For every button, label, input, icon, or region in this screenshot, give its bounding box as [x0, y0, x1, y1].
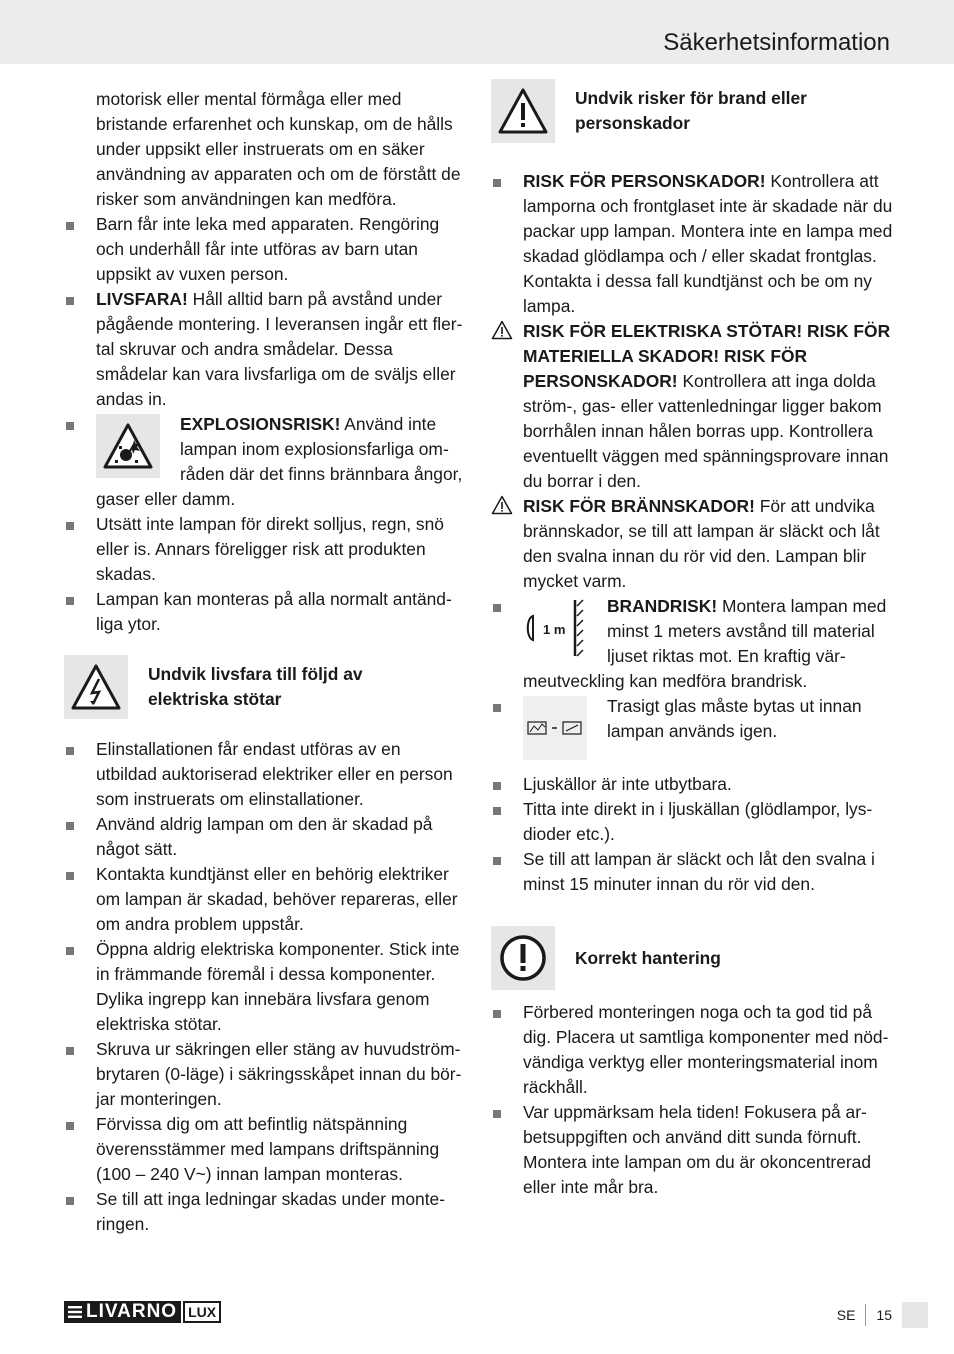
list-item-text: Montera lampan med minst 1 meters avstånd till material ljuset riktas mot. En kraftig värmeutveckling kan medföra brandrisk.: [523, 596, 887, 691]
list-item: [491, 319, 893, 494]
list-item: [491, 694, 893, 762]
section-heading-fire: [491, 79, 893, 143]
page-header: [0, 0, 954, 64]
list-item: [64, 937, 466, 1037]
list-item: [491, 772, 893, 797]
list-item: [491, 494, 893, 594]
list-item: [64, 812, 466, 862]
bullet-square: [493, 857, 501, 865]
bullet-square: [493, 704, 501, 712]
list-item-text: Elinstallationen får endast utföras av en utbildad auktoriserad elektriker eller en person som instruerats om elinstallationer.: [96, 739, 453, 809]
warning-label: LIVSFARA!: [96, 289, 188, 309]
electric-shock-icon: [64, 655, 128, 719]
logo-text: LIVARNO: [86, 1301, 178, 1322]
page-footer: [837, 1302, 928, 1328]
bullet-square: [66, 297, 74, 305]
brand-logo: [64, 1301, 221, 1323]
list-item: [64, 1112, 466, 1187]
bullet-square: [66, 1197, 74, 1205]
list-item: [64, 212, 466, 287]
list-item-text: För att undvika brännskador, se till att lampan är släckt och låt den svalna innan du rör vid den. Lampan blir mycket varm.: [523, 496, 880, 591]
explosion-icon: [96, 414, 160, 478]
warning-triangle-icon: [491, 320, 513, 340]
section-heading-electric: [64, 655, 466, 719]
distance-label: 1 m: [543, 622, 566, 637]
list-item-text: Se till att lampan är släckt och låt den svalna i minst 15 minuter innan du rör vid den.: [523, 849, 875, 894]
list-item-text: Titta inte direkt in i ljuskällan (glödlampor, lysdioder etc.).: [523, 799, 873, 844]
warning-label: RISK FÖR PERSONSKADOR!: [523, 171, 766, 191]
list-item-text: Utsätt inte lampan för direkt solljus, regn, snö eller is. Annars föreligger risk att produkten skadas.: [96, 514, 444, 584]
list-item: [491, 169, 893, 319]
language-code: SE: [836, 1307, 856, 1323]
distance-1m-icon: [523, 596, 587, 660]
section-heading-handling: [491, 926, 893, 990]
exclamation-circle-icon: [491, 926, 555, 990]
list-item-text: Ljuskällor är inte utbytbara.: [523, 774, 732, 794]
bullet-square: [66, 222, 74, 230]
list-item: [64, 587, 466, 637]
footer-tab-marker: [902, 1302, 928, 1328]
warning-triangle-icon: [491, 495, 513, 515]
warning-label: RISK FÖR BRÄNNSKADOR!: [523, 496, 755, 516]
list-item: [64, 287, 466, 412]
list-item-text: Använd inte lampan inom explosionsfarliga områden där det finns brännbara ångor, gaser eller damm.: [96, 414, 463, 509]
list-item-text: Använd aldrig lampan om den är skadad på något sätt.: [96, 814, 433, 859]
broken-glass-icon: [523, 696, 587, 760]
list-item: [491, 797, 893, 847]
list-item-text: Förvissa dig om att befintlig nätspänning överensstämmer med lampans driftspänning (100 – 240 V~) innan lampan monteras.: [96, 1114, 440, 1184]
list-item-text: Lampan kan monteras på alla normalt antändliga ytor.: [96, 589, 452, 634]
bullet-square: [66, 1122, 74, 1130]
bullet-square: [493, 179, 501, 187]
section-title: Undvik risker för brand eller personskador: [575, 88, 807, 133]
bullet-square: [493, 604, 501, 612]
section-title: Undvik livsfara till följd av elektriska stötar: [148, 664, 363, 709]
right-column: [491, 79, 893, 1200]
intro-paragraph: motorisk eller mental förmåga eller med bristande erfarenhet och kunskap, om de hålls under uppsikt eller instruerats om en säker användning av apparaten och om de förstått de risker som användningen kan medföra.: [96, 89, 461, 209]
list-item-text: Skruva ur säkringen eller stäng av huvudströmbrytaren (0-läge) i säkringsskåpet innan du börjar monteringen.: [96, 1039, 462, 1109]
list-item: [64, 1187, 466, 1237]
logo-wordmark: [64, 1301, 181, 1323]
section-title: Korrekt hantering: [575, 947, 721, 968]
bullet-square: [66, 597, 74, 605]
footer-divider: [865, 1304, 866, 1326]
bullet-square: [66, 947, 74, 955]
page-number: 15: [876, 1307, 892, 1323]
bullet-square: [493, 1010, 501, 1018]
logo-bars-icon: [68, 1306, 82, 1318]
bullet-square: [66, 422, 74, 430]
list-item-text: Kontrollera att inga dolda ström-, gas- eller vattenledningar ligger bakom borrhålen innan hålen borras upp. Kontrollera eventuellt väggen med spänningsprovare innan du borrar i den.: [523, 371, 889, 491]
list-item: [64, 512, 466, 587]
bullet-square: [493, 807, 501, 815]
list-item: [491, 1000, 893, 1100]
list-item-text: Var uppmärksam hela tiden! Fokusera på arbetsuppgiften och använd ditt sunda förnuft. Montera inte lampan om du är okoncentrerad eller inte mår bra.: [523, 1102, 872, 1197]
list-item: [64, 737, 466, 812]
logo-suffix: LUX: [183, 1301, 221, 1323]
list-item-text: Håll alltid barn på avstånd under pågående montering. I leveransen ingår ett flertal skruvar och andra smådelar. Dessa smådelar kan vara livsfarliga om de sväljs eller andas in.: [96, 289, 463, 409]
list-item-text: Trasigt glas måste bytas ut innan lampan används igen.: [607, 696, 862, 741]
list-item-text: Kontakta kundtjänst eller en behörig elektriker om lampan är skadad, behöver repareras, eller om andra problem uppstår.: [96, 864, 458, 934]
list-item-text: Kontrollera att lamporna och frontglaset inte är skadade när du packar upp lampan. Montera inte en lampa med skadad glödlampa och / eller skadat frontglas. Kontakta i dessa fall kundtjänst och be om ny lampa.: [523, 171, 893, 316]
list-item: [491, 1100, 893, 1200]
bullet-square: [66, 747, 74, 755]
list-item: [64, 862, 466, 937]
list-item-text: Se till att inga ledningar skadas under monteringen.: [96, 1189, 445, 1234]
warning-label: EXPLOSIONSRISK!: [180, 414, 341, 434]
list-item: [491, 594, 893, 694]
bullet-square: [66, 1047, 74, 1055]
list-item: [491, 847, 893, 897]
list-item-text: Förbered monteringen noga och ta god tid på dig. Placera ut samtliga komponenter med nödvändiga verktyg eller monteringsmaterial inom räckhåll.: [523, 1002, 889, 1097]
bullet-square: [66, 522, 74, 530]
bullet-square: [493, 782, 501, 790]
list-item: [64, 412, 466, 512]
list-item: [64, 1037, 466, 1112]
page-title: Säkerhetsinformation: [663, 29, 890, 56]
bullet-square: [493, 1110, 501, 1118]
warning-label: BRANDRISK!: [607, 596, 718, 616]
left-column: [64, 87, 466, 1237]
list-item-text: Öppna aldrig elektriska komponenter. Stick inte in främmande föremål i dessa komponenter. Dylika ingrepp kan innebära livsfara genom elektriska stötar.: [96, 939, 460, 1034]
bullet-square: [66, 822, 74, 830]
warning-label: RISK FÖR ELEKTRISKA STÖTAR! RISK FÖR MATERIELLA SKADOR! RISK FÖR PERSONSKADOR!: [523, 321, 891, 391]
bullet-square: [66, 872, 74, 880]
list-item-text: Barn får inte leka med apparaten. Rengöring och underhåll får inte utföras av barn utan uppsikt av vuxen person.: [96, 214, 440, 284]
warning-triangle-icon: [491, 79, 555, 143]
